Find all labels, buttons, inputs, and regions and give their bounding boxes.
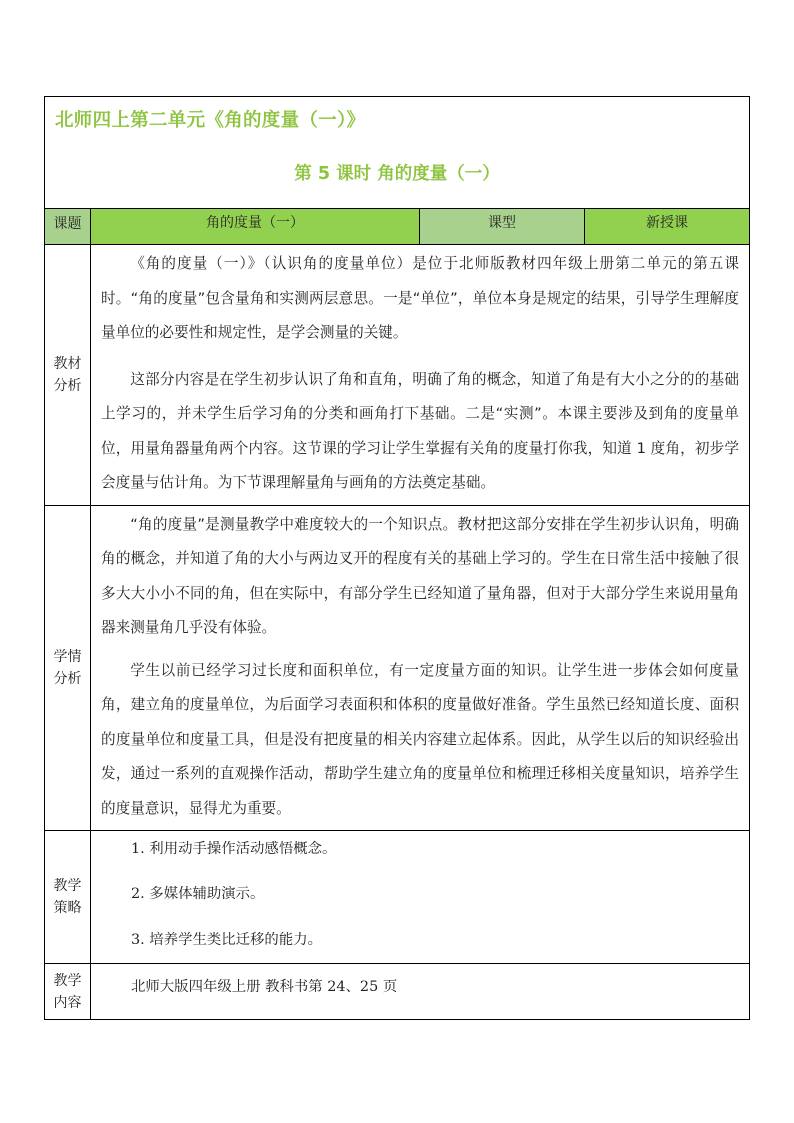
lesson-type-value: 新授课 — [585, 209, 750, 245]
lesson-type-label: 课型 — [420, 209, 585, 245]
content-text: 北师大版四年级上册 教科书第 24、25 页 — [131, 979, 398, 995]
unit-title: 北师四上第二单元《角的度量（一）》 — [55, 110, 366, 131]
student-analysis-label: 学情 分析 — [45, 505, 91, 831]
student-analysis-paragraph: 学生以前已经学习过长度和面积单位，有一定度量方面的知识。让学生进一步体会如何度量角，建立角的度量单位，为后面学习表面积和体积的度量做好准备。学生虽然已经知道长度、面积的度量单位和度量工具，但是没有把度量的相关内容建立起体系。因此，从学生以后的知识经验出发，通过一系列的直观操作活动，帮助学生建立角的度量单位和梳理迁移相关度量知识，培养学生的度量意识，显得尤为重要。 — [101, 661, 739, 817]
strategy-label: 教学 策略 — [45, 831, 91, 964]
topic-label: 课题 — [45, 209, 91, 245]
student-analysis-paragraph: “角的度量”是测量教学中难度较大的一个知识点。教材把这部分安排在学生初步认识角，明确角的概念，并知道了角的大小与两边叉开的程度有关的基础上学习的。学生在日常生活中接触了很多大大小小不同的角，但在实际中，有部分学生已经知道了量角器，但对于大部分学生来说用量角器来测量角几乎没有体验。 — [101, 515, 739, 636]
content-label: 教学 内容 — [45, 964, 91, 1020]
student-analysis-content — [91, 505, 750, 831]
header-cell — [45, 97, 750, 209]
topic-value: 角的度量（一） — [91, 209, 420, 245]
textbook-analysis-label: 教材 分析 — [45, 245, 91, 506]
content-cell — [91, 964, 750, 1020]
lesson-plan-table — [44, 96, 750, 1020]
textbook-analysis-paragraph: 这部分内容是在学生初步认识了角和直角，明确了角的概念，知道了角是有大小之分的的基础上学习的，并未学生后学习角的分类和画角打下基础。二是“实测”。本课主要涉及到角的度量单位，用量角器量角两个内容。这节课的学习让学生掌握有关角的度量打你我，知道 1 度角，初步学会度量与估计角。为下节课理解量角与画角的方法奠定基础。 — [101, 370, 739, 491]
list-item: 2. 多媒体辅助演示。 — [131, 886, 265, 902]
textbook-analysis-paragraph: 《角的度量（一）》（认识角的度量单位）是位于北师版教材四年级上册第二单元的第五课时。“角的度量”包含量角和实测两层意思。一是“单位”，单位本身是规定的结果，引导学生理解度量单位的必要性和规定性，是学会测量的关键。 — [101, 255, 739, 341]
textbook-analysis-content — [91, 245, 750, 506]
strategy-content — [91, 831, 750, 964]
lesson-title: 第 5 课时 角的度量（一） — [294, 164, 500, 184]
list-item: 3. 培养学生类比迁移的能力。 — [131, 932, 322, 948]
list-item: 1. 利用动手操作活动感悟概念。 — [131, 841, 337, 857]
